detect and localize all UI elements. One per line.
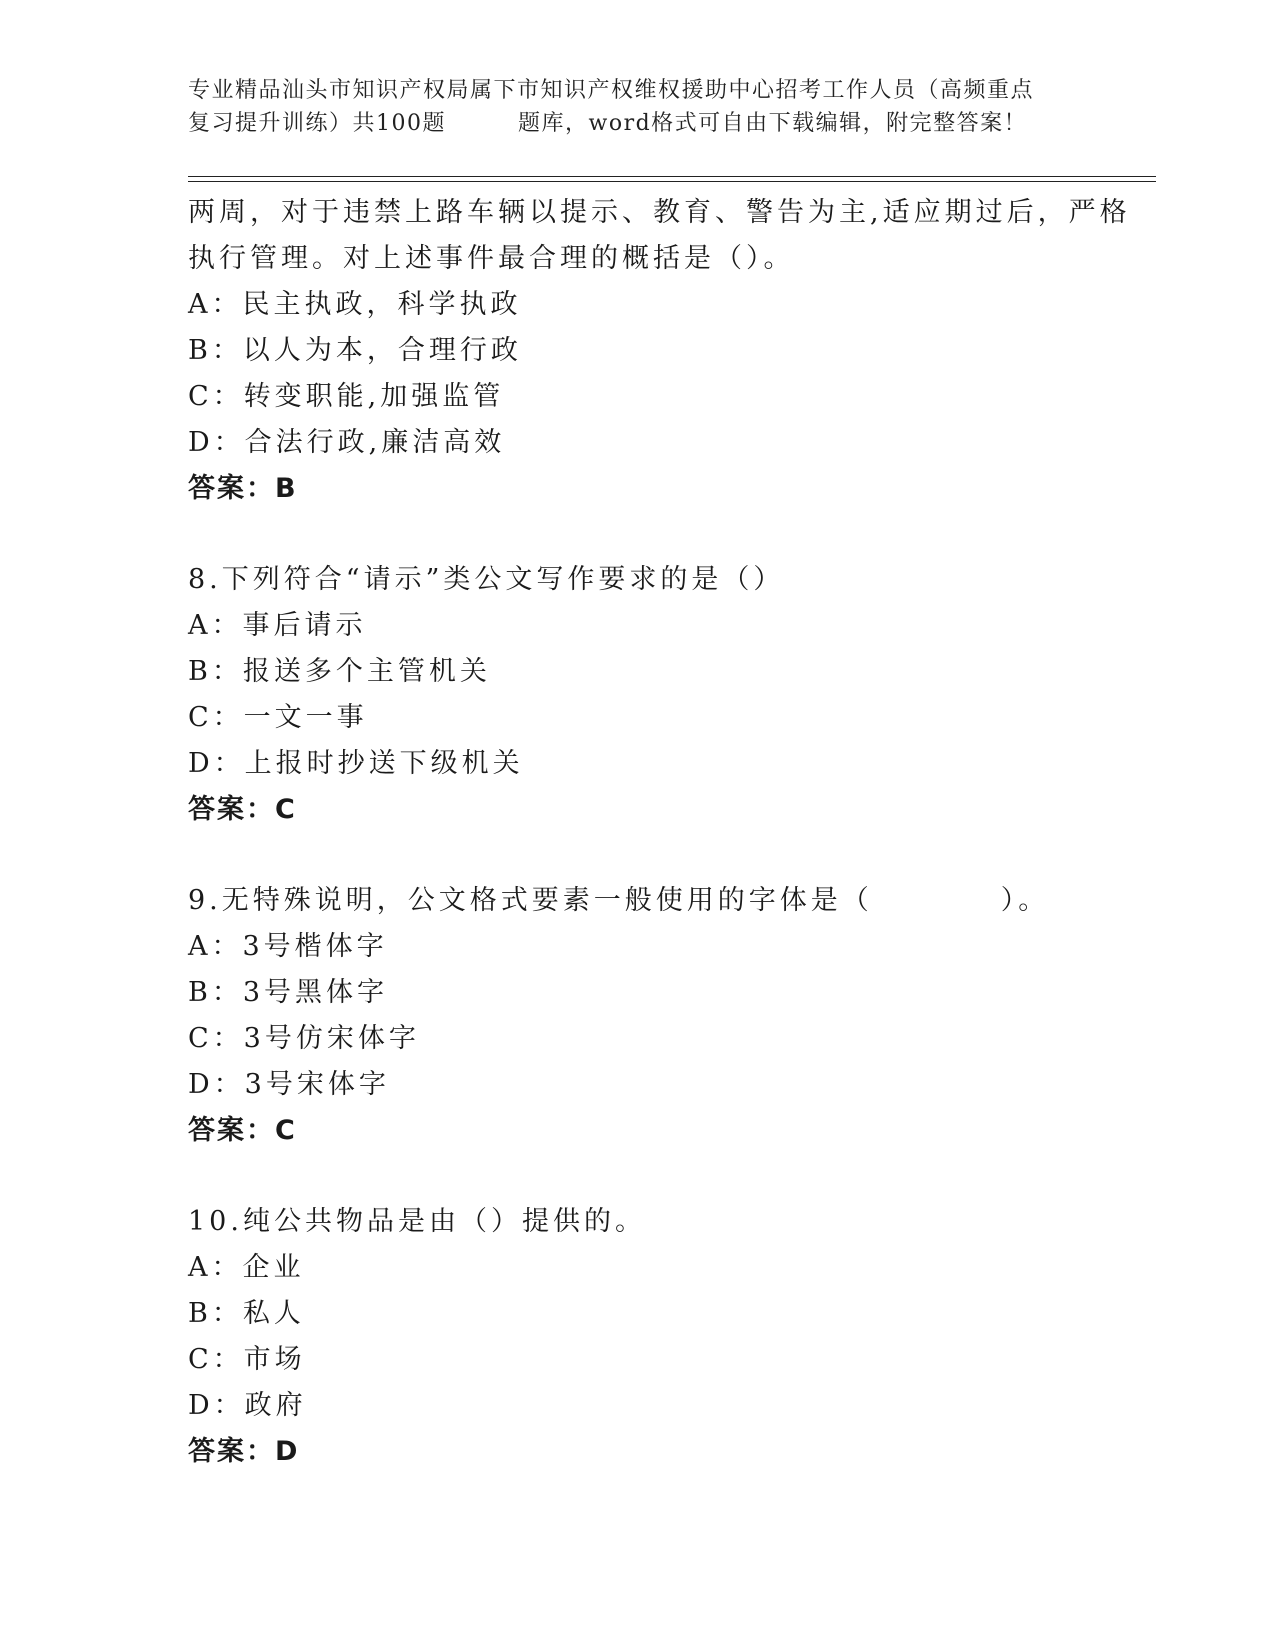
option-a: A：民主执政，科学执政 (188, 289, 522, 320)
answer-line: 答案：D (188, 1436, 300, 1467)
document-body (188, 190, 1148, 1475)
option-d: D：合法行政,廉洁高效 (188, 427, 506, 458)
option-b: B：以人为本，合理行政 (188, 335, 522, 366)
question-stem-line: 执行管理。对上述事件最合理的概括是（）。 (188, 243, 795, 274)
option-b: B：私人 (188, 1298, 305, 1329)
header-title-line-2-left: 复习提升训练）共100题 (188, 111, 446, 136)
header-title-line-2-right: 题库，word格式可自由下载编辑，附完整答案！ (518, 111, 1028, 136)
question-stem: 8.下列符合“请示”类公文写作要求的是（） (188, 564, 785, 595)
question-stem: 10.纯公共物品是由（）提供的。 (188, 1206, 646, 1237)
question-spacer (188, 512, 1148, 557)
option-d: D：政府 (188, 1390, 307, 1421)
question-8 (188, 557, 1148, 833)
answer-line: 答案：C (188, 1115, 297, 1146)
header-divider-bottom (188, 181, 1156, 182)
question-stem (188, 878, 1148, 924)
option-d: D：上报时抄送下级机关 (188, 748, 524, 779)
option-c: C：转变职能,加强监管 (188, 381, 505, 412)
header-title-line-1: 专业精品汕头市知识产权局属下市知识产权维权援助中心招考工作人员（高频重点 (188, 78, 1035, 103)
question-spacer (188, 1154, 1148, 1199)
option-a: A：3号楷体字 (188, 931, 388, 962)
question-stem-right: ）。 (1000, 885, 1050, 916)
question-7-continued (188, 190, 1148, 512)
option-c: C：市场 (188, 1344, 306, 1375)
option-b: B：3号黑体字 (188, 977, 389, 1008)
option-a: A：企业 (188, 1252, 305, 1283)
option-a: A：事后请示 (188, 610, 367, 641)
question-9 (188, 878, 1148, 1154)
header-divider-top (188, 176, 1156, 177)
header-title-line-2 (188, 107, 1088, 140)
answer-line: 答案：C (188, 794, 297, 825)
question-stem-left: 9.无特殊说明，公文格式要素一般使用的字体是（ (188, 885, 873, 916)
question-stem-line: 两周，对于违禁上路车辆以提示、教育、警告为主,适应期过后，严格 (188, 197, 1131, 228)
question-10 (188, 1199, 1148, 1475)
option-c: C：一文一事 (188, 702, 368, 733)
question-spacer (188, 833, 1148, 878)
option-b: B：报送多个主管机关 (188, 656, 491, 687)
answer-line: 答案：B (188, 473, 298, 504)
document-header (188, 74, 1088, 140)
option-d: D：3号宋体字 (188, 1069, 390, 1100)
option-c: C：3号仿宋体字 (188, 1023, 420, 1054)
